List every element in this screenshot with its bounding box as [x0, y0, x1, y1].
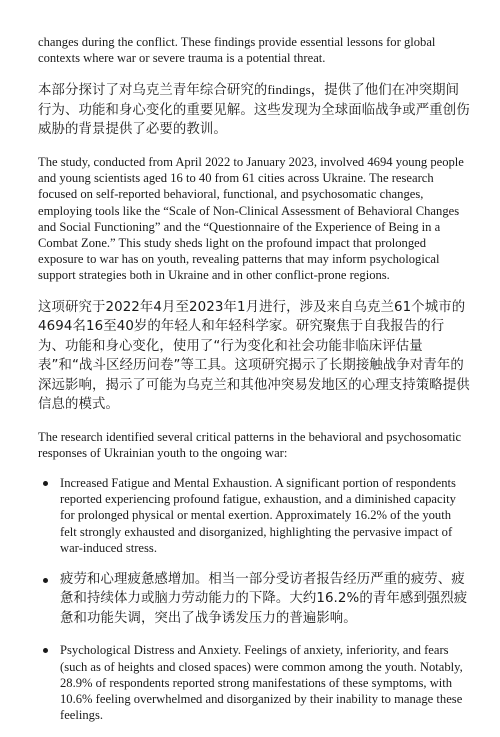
paragraph-study-zh: 这项研究于2022年4月至2023年1月进行，涉及来自乌克兰61个城市的4694名16至40岁的年轻人和年轻科学家。研究聚焦于自我报告的行为、功能和身心变化，使用了“行为变化和社会功能非临床评估量表”和“战斗区经历问卷”等工具。这项研究揭示了长期接触战争对青年的深远影响，揭示了可能为乌克兰和其他冲突易发地区的心理支持策略提供信息的模式。: [38, 299, 470, 413]
paragraph-study-en: The study, conducted from April 2022 to January 2023, involved 4694 young people and young scientists aged 16 to 40 from 61 cities across Ukraine. The research focused on self-reported behavioral, functional, and psychosomatic changes, employing tools like the “Scale of Non-Clinical Assessment of Behavioral Changes and Social Functioning” and the “Questionnaire of the Experience of Being in a Combat Zone.” This study sheds light on the profound impact that prolonged exposure to war has on youth, revealing patterns that may inform psychological support strategies both in Ukraine and in other conflict-prone regions.: [38, 154, 464, 283]
paragraph-intro-zh-part2: ，提供了他们在冲突期间行为、功能和身心变化的重要见解。这些发现为全球面临战争或严重创伤威胁的背景提供了必要的教训。: [38, 83, 470, 138]
bullet-icon: [43, 578, 48, 583]
paragraph-intro-zh-part1: 本部分探讨了对乌克兰青年综合研究的: [38, 83, 268, 99]
paragraph-patterns-en: The research identified several critical patterns in the behavioral and psychosomatic responses of Ukrainian youth to the ongoing war:: [38, 429, 462, 460]
list-item-text: 疲劳和心理疲惫感增加。相当一部分受访者报告经历严重的疲劳、疲惫和持续体力或脑力劳动能力的下降。大约16.2%的青年感到强烈疲惫和功能失调，突出了战争诱发压力的普遍影响。: [60, 571, 468, 626]
findings-list: [38, 475, 470, 724]
list-item: [38, 642, 470, 723]
list-item-text: Increased Fatigue and Mental Exhaustion. A significant portion of respondents reported experiencing profound fatigue, exhaustion, and a diminished capacity for prolonged physical or mental exertion. Approximately 16.2% of the youth felt strongly exhausted and disorganized, highlighting the pervasive impact of war-induced stress.: [60, 475, 456, 555]
list-item-text: Psychological Distress and Anxiety. Feelings of anxiety, inferiority, and fears (such as of heights and closed spaces) were common among the youth. Notably, 28.9% of respondents reported strong manifestations of these symptoms, with 10.6% feeling overwhelmed and disorganized by their inability to manage these feelings.: [60, 643, 463, 723]
bullet-icon: [43, 481, 48, 486]
list-item: [38, 475, 470, 556]
paragraph-intro-zh: [38, 80, 470, 140]
bullet-icon: [43, 648, 48, 653]
paragraph-intro-zh-findings: findings: [267, 82, 311, 98]
list-item: [38, 570, 470, 629]
document-page: [38, 34, 470, 737]
paragraph-intro-en: changes during the conflict. These findings provide essential lessons for global contexts where war or severe trauma is a potential threat.: [38, 35, 436, 66]
